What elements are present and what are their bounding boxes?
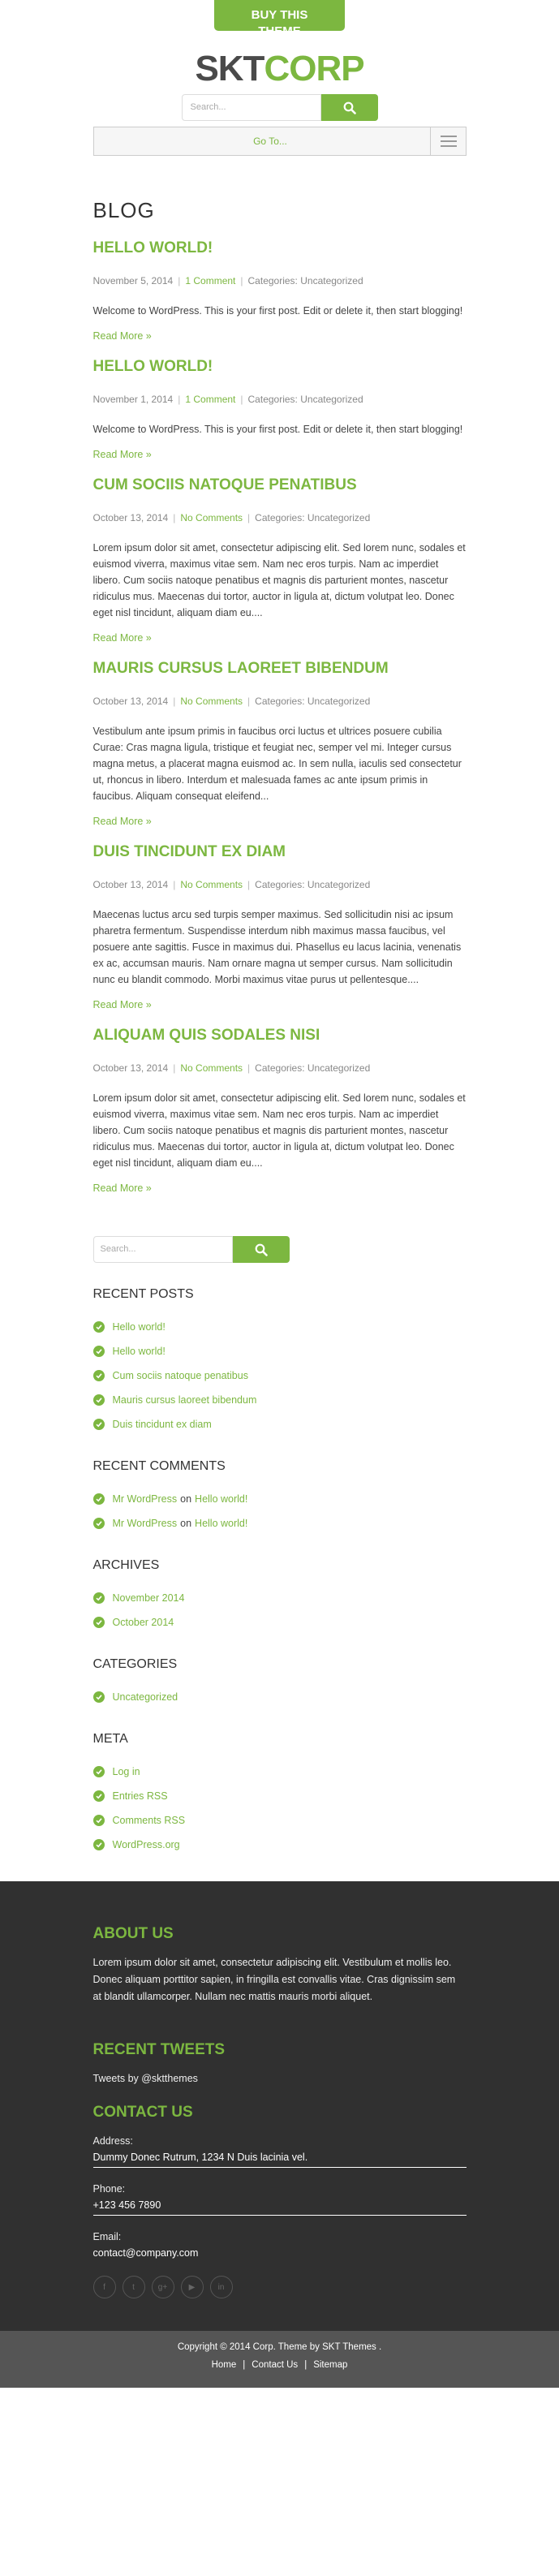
contact-address [93, 2133, 467, 2168]
post-title[interactable]: HELLO WORLD! [92, 239, 213, 256]
comment-on-text: on [180, 1518, 192, 1529]
site-logo[interactable] [0, 49, 559, 89]
comment-author-link[interactable]: Mr WordPress [112, 1493, 178, 1505]
blog-post [93, 358, 467, 460]
read-more-link[interactable]: Read More » [92, 999, 152, 1010]
search-input[interactable]: Search... [182, 94, 321, 121]
meta-link[interactable]: Comments RSS [112, 1815, 186, 1826]
contact-title: CONTACT US [92, 2104, 193, 2121]
comment-post-link[interactable]: Hello world! [195, 1518, 248, 1529]
comment-post-link[interactable]: Hello world! [195, 1493, 248, 1505]
widget-title: RECENT POSTS [92, 1287, 194, 1301]
check-circle-icon [93, 1346, 105, 1357]
post-excerpt: Vestibulum ante ipsum primis in faucibus orci luctus et ultrices posuere cubilia Curae: Cras magna ligula, tristique et feugiat nec, semper vel mi. Integer cursus magna metus, a placerat magna euismod ac. In sem nulla, iaculis sed consectetur ut, rhoncus in libero. Interdum et malesuada fames ac ante ipsum primis in faucibus. Aliquam consequat eleifend... [92, 726, 462, 802]
post-comments-link[interactable]: No Comments [180, 696, 243, 707]
post-categories-label: Categories: [247, 394, 298, 405]
post-category-link[interactable]: Uncategorized [307, 696, 371, 707]
site-footer [0, 1881, 559, 2331]
read-more-link[interactable]: Read More » [92, 1182, 152, 1194]
address-label: Address: [92, 2135, 133, 2147]
post-categories-label: Categories: [247, 275, 298, 286]
post-excerpt: Lorem ipsum dolor sit amet, consectetur adipiscing elit. Sed lorem nunc, sodales et euismod viverra, maximus vitae sem. Nam nec eros turpis. Nam ac imperdiet libero. Cum sociis natoque penatibus et magnis dis parturient montes, nascetur ridiculus mus. Maecenas dui tortor, auctor in ligula at, dictum volutpat leo. Donec eget nisl tincidunt, aliquam diam eu.... [92, 542, 466, 618]
archive-link[interactable]: October 2014 [112, 1617, 174, 1628]
email-value[interactable]: contact@company.com [92, 2247, 199, 2259]
sidebar-search-button[interactable] [233, 1236, 290, 1263]
hamburger-menu-icon[interactable] [430, 127, 466, 155]
twitter-icon[interactable]: t [123, 2276, 145, 2298]
widget-categories [93, 1657, 467, 1709]
post-excerpt: Maecenas luctus arcu sed turpis semper maximus. Sed sollicitudin nisi ac ipsum pharetra fermentum. Suspendisse interdum nibh maximus massa faucibus, vel posuere ante sagittis. Fusce in maximus dui. Phasellus eu lacus lacinia, venenatis ex ac, accumsan mauris. Nam ornare magna ut semper cursus. Nam sollicitudin nunc eu blandit commodo. Morbi maximus vitae purus ut pellentesque.... [92, 909, 462, 985]
list-item [93, 1610, 467, 1635]
check-circle-icon [93, 1370, 105, 1381]
page-title: BLOG [92, 198, 155, 222]
comment-on-text: on [180, 1493, 192, 1505]
youtube-icon[interactable]: ▶ [181, 2276, 204, 2298]
meta-link[interactable]: Entries RSS [112, 1790, 168, 1802]
linkedin-icon[interactable]: in [210, 2276, 233, 2298]
post-title[interactable]: CUM SOCIIS NATOQUE PENATIBUS [92, 476, 357, 493]
recent-comments-list [93, 1487, 467, 1536]
comment-author-link[interactable]: Mr WordPress [112, 1518, 178, 1529]
post-comments-link[interactable]: No Comments [180, 512, 243, 523]
logo-text-skt: SKT [195, 49, 264, 88]
widget-meta [93, 1732, 467, 1857]
phone-label: Phone: [92, 2183, 126, 2195]
post-category-link[interactable]: Uncategorized [307, 512, 371, 523]
check-circle-icon [93, 1691, 105, 1703]
recent-post-link[interactable]: Mauris cursus laoreet bibendum [112, 1394, 257, 1406]
goto-label: Go To... [253, 136, 287, 147]
copyright-bar [0, 2331, 559, 2388]
recent-post-link[interactable]: Duis tincidunt ex diam [112, 1419, 212, 1430]
list-item [93, 1511, 467, 1536]
post-comments-link[interactable]: 1 Comment [185, 394, 236, 405]
recent-posts-list [93, 1315, 467, 1437]
list-item [93, 1760, 467, 1784]
divider [93, 2167, 467, 2168]
blog-post [93, 239, 467, 342]
list-item [93, 1833, 467, 1857]
footer-link-sitemap[interactable]: Sitemap [313, 2360, 348, 2370]
post-categories-label: Categories: [255, 1062, 305, 1074]
contact-phone [93, 2181, 467, 2216]
widget-title: ARCHIVES [92, 1558, 160, 1572]
sidebar-search [93, 1236, 467, 1263]
post-categories-label: Categories: [255, 512, 305, 523]
divider [93, 2215, 467, 2216]
sidebar [93, 1236, 467, 1857]
archives-list [93, 1586, 467, 1635]
tweets-title: RECENT TWEETS [92, 2041, 226, 2058]
post-excerpt: Welcome to WordPress. This is your first post. Edit or delete it, then start blogging! [92, 424, 463, 435]
post-excerpt: Welcome to WordPress. This is your first post. Edit or delete it, then start blogging! [92, 305, 463, 317]
list-item [93, 1808, 467, 1833]
list-item [93, 1784, 467, 1808]
check-circle-icon [93, 1839, 105, 1850]
recent-post-link[interactable]: Hello world! [112, 1321, 166, 1333]
search-icon [343, 101, 356, 114]
post-date: November 5, 2014 [92, 275, 174, 286]
check-circle-icon [93, 1592, 105, 1604]
search-icon [255, 1243, 268, 1256]
post-title[interactable]: MAURIS CURSUS LAOREET BIBENDUM [92, 660, 389, 677]
widget-recent-posts [93, 1287, 467, 1437]
site-header [0, 0, 559, 154]
post-comments-link[interactable]: 1 Comment [185, 275, 236, 286]
blog-post [93, 476, 467, 644]
recent-post-link[interactable]: Cum sociis natoque penatibus [112, 1370, 248, 1381]
post-categories-label: Categories: [255, 696, 305, 707]
post-category-link[interactable]: Uncategorized [307, 879, 371, 890]
post-date: October 13, 2014 [92, 696, 169, 707]
logo-text-corp: CORP [264, 49, 364, 88]
post-meta: October 13, 2014 | No Comments | Categories: Uncategorized [92, 1062, 371, 1074]
read-more-link[interactable]: Read More » [92, 632, 152, 644]
list-item [93, 1685, 467, 1709]
widget-title: RECENT COMMENTS [92, 1459, 226, 1473]
list-item [93, 1388, 467, 1412]
list-item [93, 1487, 467, 1511]
main-content [93, 198, 467, 1857]
footer-links: Home | Contact Us | Sitemap [211, 2360, 348, 2370]
post-title[interactable]: DUIS TINCIDUNT EX DIAM [92, 843, 286, 860]
post-date: October 13, 2014 [92, 1062, 169, 1074]
social-icons [93, 2276, 467, 2298]
post-meta: October 13, 2014 | No Comments | Categories: Uncategorized [92, 696, 371, 707]
check-circle-icon [93, 1321, 105, 1333]
check-circle-icon [93, 1518, 105, 1529]
blog-post [93, 843, 467, 1010]
header-search [0, 94, 559, 121]
read-more-link[interactable]: Read More » [92, 449, 152, 460]
list-item [93, 1363, 467, 1388]
post-category-link[interactable]: Uncategorized [300, 275, 363, 286]
goto-nav[interactable] [93, 127, 467, 156]
widget-recent-comments [93, 1459, 467, 1536]
post-category-link[interactable]: Uncategorized [307, 1062, 371, 1074]
email-label: Email: [92, 2231, 122, 2242]
phone-value: +123 456 7890 [92, 2199, 161, 2211]
post-categories-label: Categories: [255, 879, 305, 890]
post-meta: October 13, 2014 | No Comments | Categories: Uncategorized [92, 512, 371, 523]
google-plus-icon[interactable]: g+ [152, 2276, 174, 2298]
address-value: Dummy Donec Rutrum, 1234 N Duis lacinia vel. [92, 2152, 308, 2163]
check-circle-icon [93, 1790, 105, 1802]
widget-title: META [92, 1732, 128, 1746]
widget-archives [93, 1558, 467, 1635]
check-circle-icon [93, 1394, 105, 1406]
footer-link-home[interactable]: Home [211, 2360, 237, 2370]
post-date: October 13, 2014 [92, 879, 169, 890]
footer-link-contact[interactable]: Contact Us [252, 2360, 299, 2370]
meta-link[interactable]: WordPress.org [112, 1839, 180, 1850]
categories-list [93, 1685, 467, 1709]
post-date: November 1, 2014 [92, 394, 174, 405]
check-circle-icon [93, 1419, 105, 1430]
meta-list [93, 1760, 467, 1857]
read-more-link[interactable]: Read More » [92, 816, 152, 827]
search-button[interactable] [321, 94, 378, 121]
list-item [93, 1412, 467, 1437]
post-comments-link[interactable]: No Comments [180, 1062, 243, 1074]
blog-post [93, 1027, 467, 1194]
post-title[interactable]: ALIQUAM QUIS SODALES NISI [92, 1027, 320, 1044]
meta-link[interactable]: Log in [112, 1766, 140, 1777]
check-circle-icon [93, 1493, 105, 1505]
facebook-icon[interactable]: f [93, 2276, 116, 2298]
post-list [93, 239, 467, 1194]
post-date: October 13, 2014 [92, 512, 169, 523]
list-item [93, 1339, 467, 1363]
about-text: Lorem ipsum dolor sit amet, consectetur adipiscing elit. Vestibulum et mollis leo. Donec aliquam porttitor sapien, in fringilla est convallis vitae. Cras dignissim sem at blandit ullamcorper. Nullam nec mattis mauris morbi aliquet. [92, 1957, 456, 2002]
contact-email [93, 2229, 467, 2261]
post-category-link[interactable]: Uncategorized [300, 394, 363, 405]
widget-title: CATEGORIES [92, 1657, 178, 1671]
tweets-by-link[interactable]: Tweets by @sktthemes [92, 2073, 198, 2084]
buy-theme-button[interactable]: BUY THIS THEME [214, 0, 345, 31]
post-title[interactable]: HELLO WORLD! [92, 358, 213, 375]
check-circle-icon [93, 1617, 105, 1628]
post-meta: October 13, 2014 | No Comments | Categories: Uncategorized [92, 879, 371, 890]
about-title: ABOUT US [92, 1925, 174, 1942]
copyright-text: Copyright © 2014 Corp. Theme by SKT Themes . [177, 2342, 382, 2352]
archive-link[interactable]: November 2014 [112, 1592, 185, 1604]
list-item [93, 1586, 467, 1610]
post-meta: November 1, 2014 | 1 Comment | Categories: Uncategorized [92, 394, 363, 405]
check-circle-icon [93, 1766, 105, 1777]
read-more-link[interactable]: Read More » [92, 330, 152, 342]
blog-post [93, 660, 467, 827]
post-comments-link[interactable]: No Comments [180, 879, 243, 890]
list-item [93, 1315, 467, 1339]
sidebar-search-input[interactable]: Search... [93, 1236, 233, 1263]
check-circle-icon [93, 1815, 105, 1826]
post-meta: November 5, 2014 | 1 Comment | Categories: Uncategorized [92, 275, 363, 286]
recent-post-link[interactable]: Hello world! [112, 1346, 166, 1357]
category-link[interactable]: Uncategorized [112, 1691, 178, 1703]
post-excerpt: Lorem ipsum dolor sit amet, consectetur adipiscing elit. Sed lorem nunc, sodales et euismod viverra, maximus vitae sem. Nam nec eros turpis. Nam ac imperdiet libero. Cum sociis natoque penatibus et magnis dis parturient montes, nascetur ridiculus mus. Maecenas dui tortor, auctor in ligula at, dictum volutpat leo. Donec eget nisl tincidunt, aliquam diam eu.... [92, 1092, 466, 1169]
